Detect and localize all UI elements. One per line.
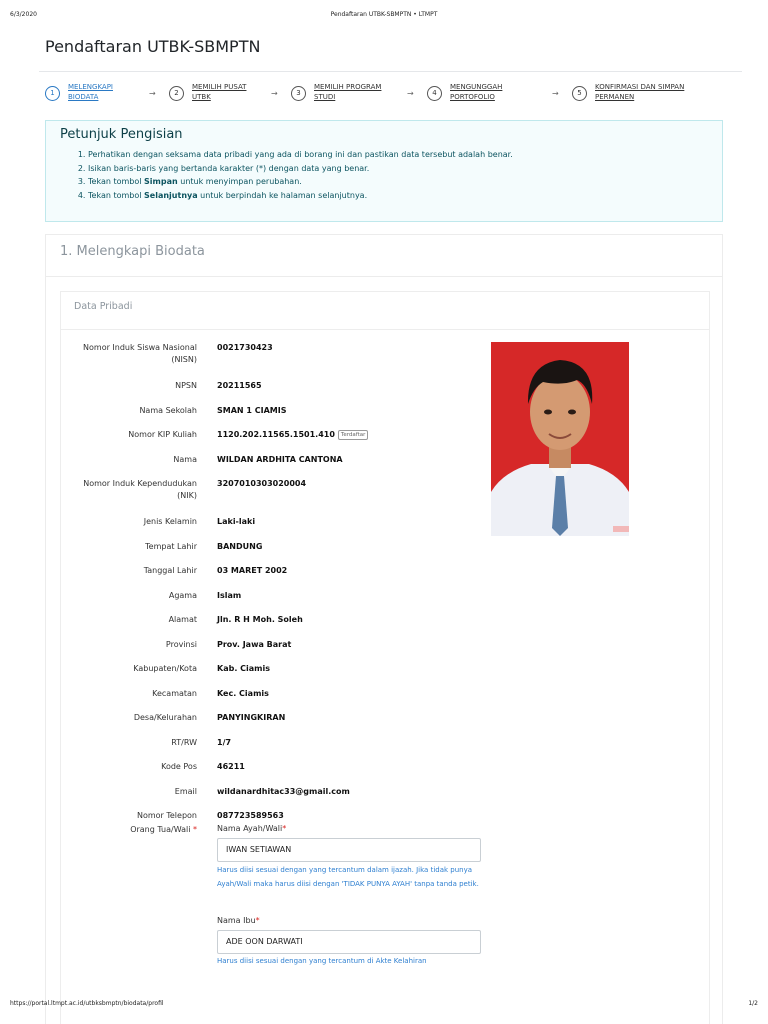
field-label: Agama (168, 591, 197, 600)
step-number: 1 (45, 86, 60, 101)
field-value: 46211 (217, 762, 245, 771)
print-header (10, 11, 758, 21)
step-label[interactable]: MEMILIH PROGRAM STUDI (314, 83, 382, 101)
step-4-portofolio[interactable] (427, 82, 502, 102)
step-number: 4 (427, 86, 442, 101)
field-label: Jenis Kelamin (143, 517, 197, 526)
field-value: Prov. Jawa Barat (217, 640, 292, 649)
page-title: Pendaftaran UTBK-SBMPTN (45, 37, 261, 56)
step-label[interactable]: MENGUNGGAH PORTOFOLIO (450, 83, 503, 101)
profile-photo (491, 342, 629, 536)
status-badge: Terdaftar (338, 430, 368, 440)
step-2-pusat-utbk[interactable] (169, 82, 246, 102)
field-label: NPSN (175, 381, 197, 390)
nama-ayah-input[interactable]: IWAN SETIAWAN (217, 838, 481, 862)
ayah-help-text: Harus diisi sesuai dengan yang tercantum dalam ijazah. Jika tidak punya Ayah/Wali maka harus diisi dengan 'TIDAK PUNYA AYAH' tanpa tanda petik. (217, 866, 479, 888)
field-value: 03 MARET 2002 (217, 566, 288, 575)
ayah-label: Nama Ayah/Wali* (217, 824, 287, 833)
arrow-right-icon: → (552, 89, 559, 98)
field-orang-tua-wali (61, 824, 481, 984)
field-label: Desa/Kelurahan (133, 713, 197, 722)
field-value: Jln. R H Moh. Soleh (217, 615, 303, 624)
step-number: 2 (169, 86, 184, 101)
instruction-item: 1. Perhatikan dengan seksama data pribadi yang ada di borang ini dan pastikan data tersebut adalah benar. (88, 148, 708, 162)
instructions-title: Petunjuk Pengisian (60, 127, 183, 142)
field-label: Orang Tua/Wali * (130, 825, 197, 834)
field-label: Kode Pos (161, 762, 197, 771)
field-value: WILDAN ARDHITA CANTONA (217, 455, 343, 464)
print-page-number: 1/2 (748, 1000, 758, 1007)
field-value: Kec. Ciamis (217, 689, 269, 698)
field-label: Nomor Induk Kependudukan (NIK) (83, 479, 197, 500)
field-label: Alamat (168, 615, 197, 624)
field-label: Tempat Lahir (145, 542, 197, 551)
step-1-biodata[interactable] (45, 82, 113, 102)
field-value: 0021730423 (217, 343, 273, 352)
instruction-item: 2. Isikan baris-baris yang bertanda karakter (*) dengan data yang benar. (88, 162, 708, 176)
instructions-panel (45, 120, 723, 222)
field-value: PANYINGKIRAN (217, 713, 286, 722)
field-label: Provinsi (165, 640, 197, 649)
field-value: BANDUNG (217, 542, 263, 551)
arrow-right-icon: → (149, 89, 156, 98)
registration-stepper (45, 82, 735, 108)
data-pribadi-card (60, 291, 710, 1024)
title-divider (39, 71, 742, 72)
field-label: Kabupaten/Kota (133, 664, 197, 673)
instruction-item: 3. Tekan tombol Simpan untuk menyimpan perubahan. (88, 175, 708, 189)
ibu-label: Nama Ibu* (217, 916, 260, 925)
instructions-list (74, 148, 708, 202)
print-date: 6/3/2020 (10, 11, 37, 18)
section-title: 1. Melengkapi Biodata (46, 235, 722, 277)
required-mark: * (193, 825, 197, 834)
field-value: Islam (217, 591, 242, 600)
field-label: RT/RW (171, 738, 197, 747)
field-label: Kecamatan (152, 689, 197, 698)
field-label: Nomor KIP Kuliah (128, 430, 197, 439)
instruction-item: 4. Tekan tombol Selanjutnya untuk berpindah ke halaman selanjutnya. (88, 189, 708, 203)
field-value: 1120.202.11565.1501.410 Terdaftar (217, 429, 368, 441)
ibu-help-text: Harus diisi sesuai dengan yang tercantum di Akte Kelahiran (217, 957, 427, 965)
field-label: Tanggal Lahir (143, 566, 197, 575)
print-footer (10, 1000, 758, 1010)
field-label: Nomor Induk Siswa Nasional (NISN) (83, 343, 197, 364)
step-label[interactable]: MELENGKAPI BIODATA (68, 83, 113, 101)
field-value: 087723589563 (217, 811, 284, 820)
step-3-program-studi[interactable] (291, 82, 381, 102)
field-label: Email (174, 787, 197, 796)
step-label[interactable]: MEMILIH PUSAT UTBK (192, 83, 247, 101)
field-value: 3207010303020004 (217, 479, 307, 488)
field-label: Nama Sekolah (139, 406, 197, 415)
subsection-title: Data Pribadi (61, 292, 709, 330)
student-photo-image (491, 342, 629, 536)
field-value: 20211565 (217, 381, 262, 390)
field-value: Kab. Ciamis (217, 664, 270, 673)
field-value: Laki-laki (217, 517, 256, 526)
field-value: 1/7 (217, 738, 232, 747)
field-label: Nama (173, 455, 197, 464)
field-value: SMAN 1 CIAMIS (217, 406, 287, 415)
step-label[interactable]: KONFIRMASI DAN SIMPAN PERMANEN (595, 83, 685, 101)
biodata-section (45, 234, 723, 1024)
nama-ibu-input[interactable]: ADE OON DARWATI (217, 930, 481, 954)
field-label: Nomor Telepon (136, 811, 197, 820)
step-number: 3 (291, 86, 306, 101)
arrow-right-icon: → (271, 89, 278, 98)
arrow-right-icon: → (407, 89, 414, 98)
step-5-konfirmasi[interactable] (572, 82, 684, 102)
print-url: https://portal.ltmpt.ac.id/utbksbmptn/biodata/profil (10, 1000, 164, 1007)
step-number: 5 (572, 86, 587, 101)
field-value: wildanardhitac33@gmail.com (217, 787, 350, 796)
print-page-title: Pendaftaran UTBK-SBMPTN • LTMPT (330, 11, 438, 18)
